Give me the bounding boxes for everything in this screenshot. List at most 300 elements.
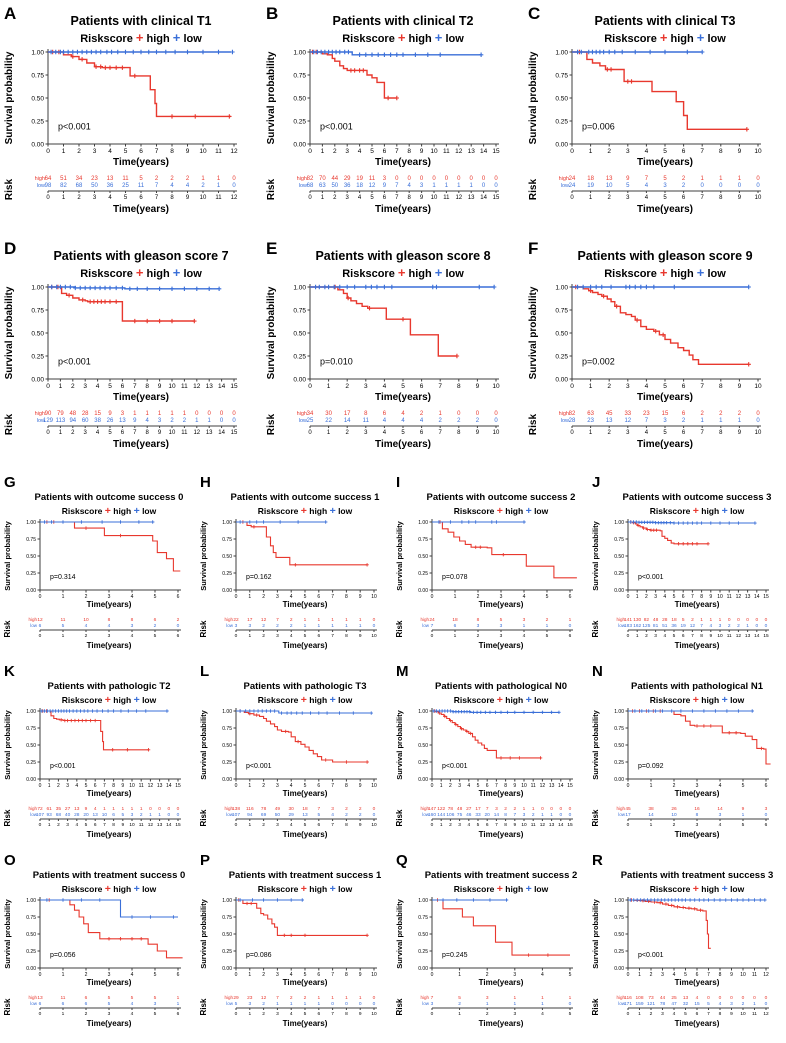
risk-count-low: 0 <box>372 624 376 629</box>
low-censor-mark <box>172 915 175 918</box>
x-tick-label: 2 <box>70 383 75 390</box>
risk-count-low: 2 <box>681 183 686 189</box>
low-censor-mark <box>54 50 58 54</box>
y-tick-label: 0.25 <box>31 353 44 361</box>
x-tick-label: 7 <box>495 783 498 789</box>
risk-x-tick-label: 5 <box>370 195 374 201</box>
risk-x-tick-label: 12 <box>455 195 463 201</box>
risk-count-low: 0 <box>372 813 376 818</box>
y-tick-label: 0.50 <box>418 931 428 938</box>
riskscore-legend: Riskscore + high + low <box>257 505 353 517</box>
risk-count-high: 0 <box>756 176 760 182</box>
risk-count-low: 32 <box>682 1002 689 1007</box>
x-tick-label: 9 <box>419 148 424 155</box>
risk-count-low: 0 <box>176 813 180 818</box>
risk-count-high: 0 <box>232 411 236 417</box>
low-censor-mark <box>426 53 430 57</box>
high-curve <box>310 52 397 98</box>
riskscore-legend: Riskscore + high + low <box>61 883 157 895</box>
low-censor-mark <box>709 521 712 524</box>
risk-count-low: 0 <box>700 183 704 189</box>
risk-x-tick-label: 5 <box>153 634 157 639</box>
low-censor-mark <box>109 50 113 54</box>
low-censor-mark <box>135 709 138 712</box>
y-tick-label: 0.75 <box>31 307 44 315</box>
risk-count-low: 1 <box>746 624 749 629</box>
high-censor-mark <box>66 719 69 722</box>
survival-curves <box>48 50 235 119</box>
x-tick-label: 4 <box>75 783 79 789</box>
risk-count-low: 6 <box>84 1002 88 1007</box>
panel-J <box>588 474 784 663</box>
panel-G <box>0 474 196 663</box>
risk-x-tick-label: 2 <box>84 1012 88 1017</box>
high-censor-mark <box>107 937 110 940</box>
x-tick-label: 5 <box>684 972 687 978</box>
risk-count-high: 1 <box>358 618 362 623</box>
risk-row-label-high: high <box>420 995 429 1000</box>
risk-x-tick-label: 4 <box>95 430 100 436</box>
x-tick-label: 9 <box>737 383 742 390</box>
risk-x-tick-label: 0 <box>46 195 50 201</box>
risk-x-tick-label: 7 <box>700 430 704 436</box>
low-censor-mark <box>479 53 483 57</box>
y-tick-label: 1.00 <box>222 519 232 526</box>
y-tick-label: 0.00 <box>555 141 568 149</box>
risk-count-high: 14 <box>717 807 723 812</box>
risk-row-label-low: low <box>618 812 625 817</box>
x-tick-label: 11 <box>751 972 758 978</box>
x-tick-label: 2 <box>262 972 265 978</box>
x-tick-label: 2 <box>262 783 265 789</box>
low-censor-mark <box>364 53 368 57</box>
high-censor-mark <box>77 719 80 722</box>
risk-x-tick-label: 1 <box>588 430 593 436</box>
risk-x-tick-label: 6 <box>317 1012 321 1017</box>
risk-count-high: 72 <box>37 807 43 812</box>
risk-count-high: 48 <box>456 807 463 812</box>
risk-x-tick-label: 4 <box>467 823 471 828</box>
x-tick-label: 2 <box>332 148 337 155</box>
low-censor-mark <box>633 285 637 289</box>
risk-count-low: 4 <box>130 1002 134 1007</box>
x-tick-label: 4 <box>663 594 667 600</box>
risk-table-label: Risk <box>395 620 404 638</box>
risk-count-high: 1 <box>145 411 149 417</box>
high-censor-mark <box>352 68 356 72</box>
risk-x-tick-label: 5 <box>303 823 307 828</box>
risk-table-label: Risk <box>528 178 539 201</box>
risk-x-tick-label: 1 <box>61 195 66 201</box>
x-axis-label: Time(years) <box>282 978 328 987</box>
risk-x-tick-label: 0 <box>38 1012 42 1017</box>
risk-count-high: 19 <box>356 176 363 182</box>
riskscore-legend: Riskscore + high + low <box>342 30 464 45</box>
low-censor-mark <box>677 521 680 524</box>
low-censor-mark <box>495 520 498 523</box>
risk-x-tick-label: 2 <box>485 1012 489 1017</box>
high-censor-mark <box>709 724 712 727</box>
riskscore-legend: Riskscore + high + low <box>80 265 202 280</box>
low-censor-mark <box>252 709 255 712</box>
low-censor-mark <box>50 520 53 523</box>
low-censor-mark <box>269 709 272 712</box>
risk-x-tick-label: 10 <box>371 1012 377 1017</box>
low-censor-mark <box>492 285 496 289</box>
x-tick-label: 12 <box>735 594 742 600</box>
low-censor-mark <box>382 285 386 289</box>
risk-count-low: 106 <box>446 813 455 818</box>
risk-x-tick-label: 14 <box>166 823 172 828</box>
low-censor-mark <box>477 285 481 289</box>
p-value: p<0.001 <box>442 763 468 771</box>
risk-count-low: 23 <box>587 418 594 424</box>
risk-count-low: 36 <box>106 183 114 189</box>
km-plot-N <box>588 663 784 847</box>
risk-x-tick-label: 6 <box>382 195 387 201</box>
high-censor-mark <box>290 934 293 937</box>
x-tick-label: 3 <box>363 383 368 390</box>
x-tick-label: 3 <box>625 383 630 390</box>
risk-x-tick-label: 0 <box>430 1012 434 1017</box>
low-censor-mark <box>45 898 48 901</box>
low-censor-mark <box>149 915 152 918</box>
x-tick-label: 0 <box>38 594 42 600</box>
x-tick-label: 7 <box>331 783 334 789</box>
x-axis-label: Time(years) <box>86 978 132 987</box>
risk-count-low: 183 <box>623 624 633 629</box>
risk-count-high: 18 <box>587 176 594 182</box>
risk-x-tick-label: 6 <box>176 634 180 639</box>
risk-count-low: 7 <box>644 418 649 424</box>
high-censor-mark <box>245 902 248 905</box>
risk-count-low: 1 <box>541 813 544 818</box>
x-tick-label: 2 <box>262 594 265 600</box>
low-censor-mark <box>170 287 174 291</box>
low-censor-mark <box>248 520 251 523</box>
x-axis-label: Time(years) <box>282 600 328 609</box>
risk-row-label-high: high <box>616 806 625 811</box>
high-censor-mark <box>499 756 502 759</box>
risk-x-tick-label: 7 <box>691 634 694 639</box>
risk-x-tick-label: 4 <box>108 195 112 201</box>
low-censor-mark <box>301 898 304 901</box>
risk-axis <box>432 819 573 821</box>
low-censor-mark <box>747 898 750 901</box>
risk-row-label-low: low <box>226 812 233 817</box>
y-tick-label: 1.00 <box>26 897 36 904</box>
risk-table <box>266 176 500 215</box>
x-tick-label: 13 <box>156 783 163 789</box>
y-tick-label: 1.00 <box>222 897 232 904</box>
risk-count-low: 144 <box>437 813 446 818</box>
risk-count-high: 0 <box>730 996 733 1001</box>
low-censor-mark <box>164 50 168 54</box>
low-censor-mark <box>207 287 211 291</box>
y-tick-label: 0.50 <box>614 742 624 749</box>
low-censor-mark <box>324 520 327 523</box>
low-censor-mark <box>698 898 701 901</box>
risk-count-high: 26 <box>671 807 677 812</box>
panel-letter: F <box>528 239 539 258</box>
risk-x-tick-label: 3 <box>626 195 630 201</box>
panel-M <box>392 663 588 852</box>
high-censor-mark <box>249 902 252 905</box>
risk-count-high: 1 <box>121 807 125 812</box>
km-plot-D <box>0 239 262 469</box>
risk-count-low: 2 <box>358 813 362 818</box>
survival-curves <box>40 898 183 958</box>
risk-table <box>266 411 500 450</box>
x-tick-label: 2 <box>672 783 676 789</box>
x-tick-label: 9 <box>358 972 362 978</box>
low-censor-mark <box>280 711 283 714</box>
risk-count-high: 0 <box>568 807 572 812</box>
high-censor-mark <box>108 300 112 304</box>
risk-table-label: Risk <box>4 178 15 201</box>
risk-count-low: 3 <box>234 624 238 629</box>
risk-count-low: 3 <box>730 1002 733 1007</box>
low-censor-mark <box>173 50 177 54</box>
risk-count-low: 0 <box>568 813 572 818</box>
risk-count-low: 29 <box>288 813 294 818</box>
risk-x-tick-label: 1 <box>326 430 331 436</box>
x-tick-label: 8 <box>345 783 348 789</box>
low-censor-mark <box>185 50 189 54</box>
risk-x-tick-label: 2 <box>262 634 265 639</box>
panel-C <box>524 4 786 239</box>
low-censor-mark <box>532 711 535 714</box>
risk-count-high: 23 <box>247 996 253 1001</box>
risk-x-axis-label: Time(years) <box>282 830 328 839</box>
x-tick-label: 0 <box>570 383 574 390</box>
x-tick-label: 7 <box>691 594 694 600</box>
low-censor-mark <box>137 520 140 523</box>
low-censor-mark <box>484 711 487 714</box>
y-tick-label: 0.00 <box>31 141 44 149</box>
risk-x-tick-label: 9 <box>157 430 162 436</box>
risk-count-high: 5 <box>139 176 143 182</box>
x-tick-label: 7 <box>438 383 443 390</box>
risk-count-low: 13 <box>605 418 613 424</box>
p-value: p=0.010 <box>320 356 353 367</box>
panel-title: Patients with treatment success 3 <box>620 870 774 881</box>
risk-x-axis-label: Time(years) <box>113 204 169 215</box>
risk-count-high: 1 <box>331 618 334 623</box>
risk-x-tick-label: 1 <box>588 195 593 201</box>
y-tick-label: 0.50 <box>222 931 232 938</box>
high-censor-mark <box>140 937 143 940</box>
risk-x-tick-label: 11 <box>752 1012 757 1017</box>
x-tick-label: 3 <box>661 972 664 978</box>
risk-count-low: 6 <box>112 813 115 818</box>
low-censor-mark <box>688 898 691 901</box>
panel-letter: I <box>396 474 401 491</box>
risk-x-tick-label: 9 <box>121 823 125 828</box>
km-plot-Q <box>392 852 588 1036</box>
high-censor-mark <box>395 96 399 100</box>
y-tick-label: 0.75 <box>293 307 306 315</box>
risk-x-tick-label: 0 <box>626 823 630 828</box>
low-censor-mark <box>135 287 139 291</box>
x-tick-label: 8 <box>504 783 507 789</box>
panel-B <box>262 4 524 239</box>
risk-x-tick-label: 8 <box>719 430 723 436</box>
risk-row-label-low: low <box>560 183 569 189</box>
low-censor-mark <box>119 709 122 712</box>
risk-x-tick-label: 5 <box>663 430 667 436</box>
risk-x-tick-label: 5 <box>123 195 128 201</box>
x-tick-label: 7 <box>331 972 334 978</box>
risk-x-tick-label: 1 <box>248 823 252 828</box>
risk-x-tick-label: 4 <box>522 634 526 639</box>
high-curve <box>572 287 749 367</box>
low-censor-mark <box>636 898 639 901</box>
x-tick-label: 6 <box>176 594 180 600</box>
low-censor-mark <box>449 709 452 712</box>
high-censor-mark <box>745 127 749 131</box>
risk-x-tick-label: 12 <box>763 1012 769 1017</box>
risk-count-high: 0 <box>541 807 544 812</box>
risk-table-label: Risk <box>4 413 15 436</box>
low-censor-mark <box>364 285 368 289</box>
risk-count-high: 63 <box>587 411 594 417</box>
risk-count-low: 60 <box>81 418 89 424</box>
risk-count-high: 2 <box>303 996 307 1001</box>
low-censor-mark <box>66 50 70 54</box>
x-tick-label: 1 <box>439 783 443 789</box>
x-tick-label: 8 <box>718 148 723 155</box>
x-tick-label: 2 <box>607 148 612 155</box>
risk-count-low: 3 <box>430 1002 434 1007</box>
plot-axes <box>38 519 182 593</box>
x-tick-label: 0 <box>430 972 434 978</box>
risk-x-tick-label: 4 <box>289 1012 293 1017</box>
risk-x-axis-label: Time(years) <box>282 641 328 650</box>
km-plot-R <box>588 852 784 1036</box>
low-censor-mark <box>346 50 350 54</box>
low-censor-mark <box>120 286 124 290</box>
low-censor-mark <box>61 50 65 54</box>
low-censor-mark <box>217 287 221 291</box>
low-censor-mark <box>460 520 463 523</box>
x-tick-label: 10 <box>754 148 762 155</box>
risk-x-tick-label: 7 <box>331 1012 334 1017</box>
panel-letter: Q <box>396 852 408 869</box>
x-tick-label: 14 <box>166 783 172 789</box>
low-censor-mark <box>61 898 64 901</box>
risk-count-high: 1 <box>737 176 742 182</box>
x-tick-label: 4 <box>130 594 134 600</box>
risk-count-low: 1 <box>550 813 553 818</box>
x-tick-label: 4 <box>541 972 544 978</box>
y-tick-label: 0.00 <box>418 587 428 594</box>
high-curve <box>432 711 541 758</box>
x-tick-label: 14 <box>558 783 564 789</box>
x-tick-label: 0 <box>626 783 630 789</box>
risk-count-low: 1 <box>176 1002 180 1007</box>
p-value: p=0.006 <box>582 121 615 132</box>
y-axis-label: Survival probability <box>528 286 539 380</box>
risk-count-low: 4 <box>407 183 411 189</box>
risk-count-high: 1 <box>700 176 704 182</box>
panel-letter: J <box>592 474 601 491</box>
risk-count-low: 4 <box>107 624 111 629</box>
risk-count-low: 75 <box>456 813 463 818</box>
risk-axis <box>572 426 761 428</box>
risk-x-tick-label: 3 <box>458 823 461 828</box>
risk-count-low: 129 <box>42 418 54 424</box>
x-tick-label: 1 <box>61 594 65 600</box>
risk-x-tick-label: 0 <box>38 634 42 639</box>
high-censor-mark <box>147 748 150 751</box>
x-tick-label: 0 <box>308 383 312 390</box>
y-tick-label: 0.00 <box>614 965 624 972</box>
y-tick-label: 0.50 <box>555 95 568 103</box>
y-tick-label: 0.25 <box>418 948 428 955</box>
low-censor-mark <box>78 286 82 290</box>
x-tick-label: 6 <box>681 594 685 600</box>
high-censor-mark <box>539 756 542 759</box>
risk-count-low: 2 <box>475 418 480 424</box>
risk-count-low: 4 <box>709 624 713 629</box>
risk-count-high: 82 <box>568 411 576 417</box>
risk-count-low: 8 <box>504 813 507 818</box>
risk-x-tick-label: 4 <box>289 823 293 828</box>
risk-x-tick-label: 10 <box>754 430 762 436</box>
x-tick-label: 4 <box>95 383 100 390</box>
risk-count-low: 2 <box>262 624 265 629</box>
risk-count-low: 160 <box>427 813 437 818</box>
x-tick-label: 11 <box>530 783 536 789</box>
y-tick-label: 0.50 <box>555 330 568 338</box>
low-censor-mark <box>627 285 631 289</box>
y-tick-label: 0.25 <box>222 759 232 766</box>
high-censor-mark <box>695 724 698 727</box>
x-tick-label: 6 <box>317 594 321 600</box>
panel-F <box>524 239 786 474</box>
x-tick-label: 1 <box>61 972 65 978</box>
panel-title: Patients with clinical T1 <box>70 14 212 28</box>
y-tick-label: 0.50 <box>26 742 36 749</box>
low-censor-mark <box>63 285 67 289</box>
risk-count-high: 2 <box>681 176 686 182</box>
x-tick-label: 0 <box>570 148 574 155</box>
risk-count-high: 138 <box>231 807 241 812</box>
low-censor-mark <box>737 709 740 712</box>
risk-count-low: 4 <box>145 418 149 424</box>
risk-count-low: 1 <box>432 183 436 189</box>
low-censor-mark <box>285 711 288 714</box>
low-censor-mark <box>157 287 161 291</box>
x-tick-label: 2 <box>476 594 480 600</box>
riskscore-legend: Riskscore + high + low <box>453 694 549 706</box>
risk-count-low: 18 <box>356 183 363 189</box>
x-tick-label: 11 <box>181 383 188 390</box>
low-censor-mark <box>290 898 293 901</box>
risk-table-label: Risk <box>591 809 600 827</box>
risk-x-tick-label: 4 <box>718 823 722 828</box>
x-tick-label: 6 <box>681 148 686 155</box>
risk-row-label-high: high <box>34 411 45 417</box>
risk-table <box>591 617 769 650</box>
risk-count-low: 5 <box>234 1002 238 1007</box>
risk-count-high: 8 <box>364 411 368 417</box>
x-tick-label: 15 <box>230 383 238 390</box>
high-curve <box>40 900 183 958</box>
high-censor-mark <box>120 65 124 69</box>
y-tick-label: 0.75 <box>222 536 232 543</box>
